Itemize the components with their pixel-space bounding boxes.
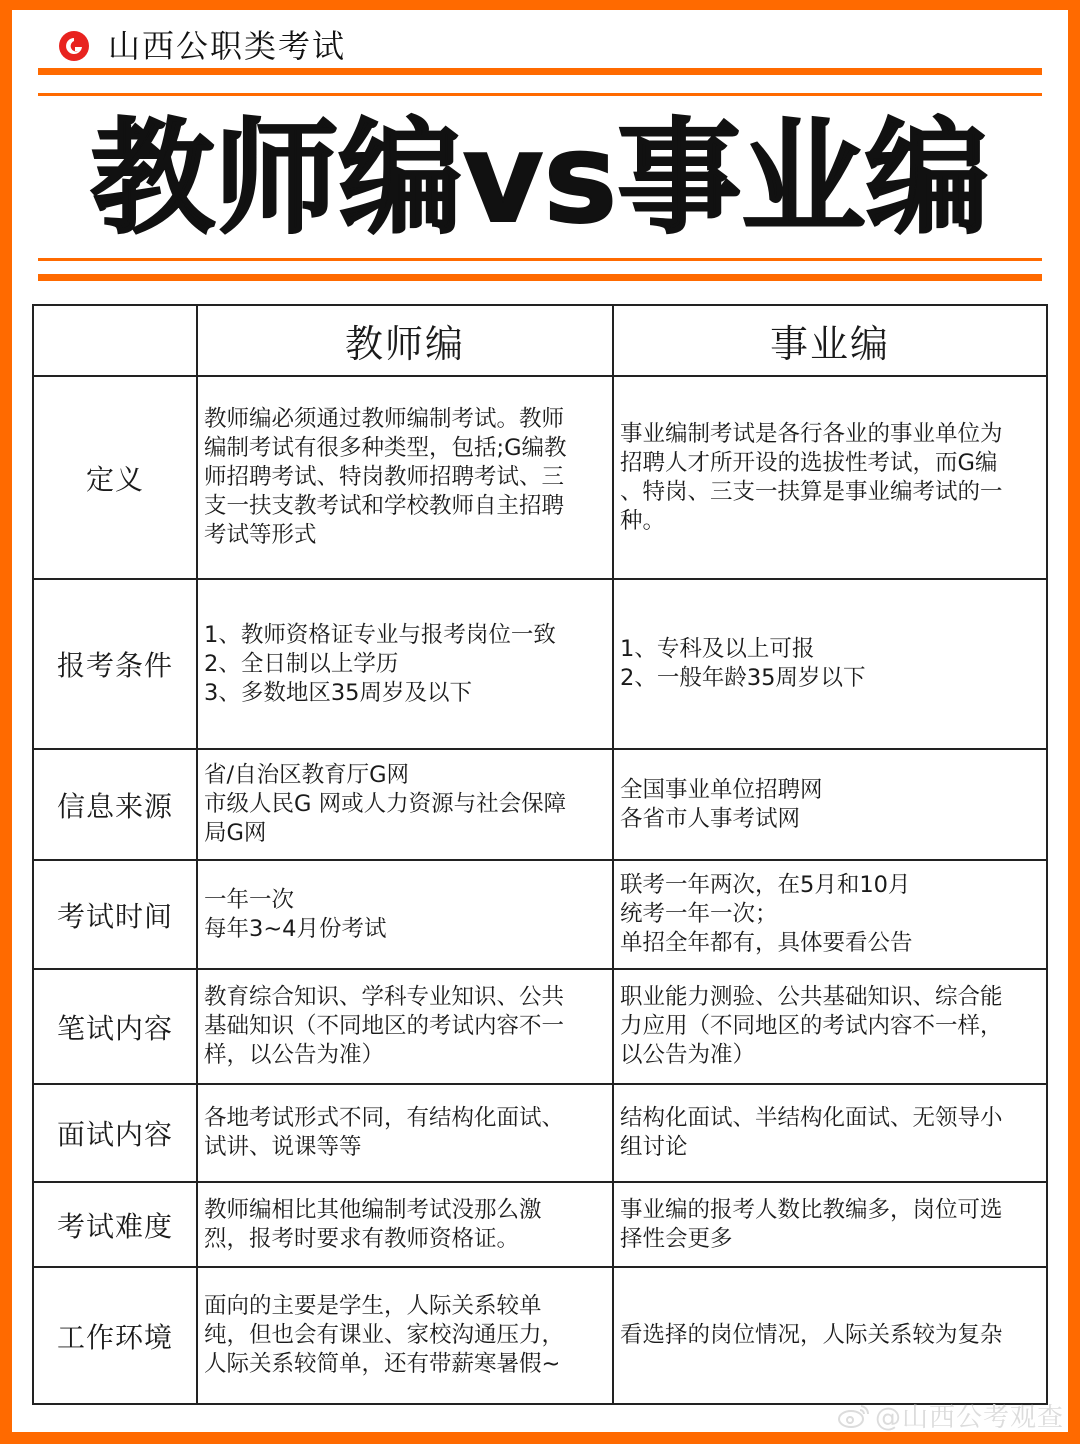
institution-cell: 全国事业单位招聘网 各省市人事考试网 (613, 749, 1047, 860)
institution-cell: 联考一年两次，在5月和10月 统考一年一次； 单招全年都有，具体要看公告 (613, 860, 1047, 969)
watermark-text: @山西公考观查 (874, 1403, 1064, 1433)
comparison-table (32, 304, 1048, 1405)
table-row (33, 1267, 1047, 1404)
teacher-cell: 面向的主要是学生，人际关系较单 纯，但也会有课业、家校沟通压力， 人际关系较简单，还有带薪寒暑假~ (197, 1267, 613, 1404)
column-header-teacher: 教师编 (197, 305, 613, 376)
teacher-cell: 一年一次 每年3~4月份考试 (197, 860, 613, 969)
teacher-cell: 教师编必须通过教师编制考试。教师 编制考试有很多种类型，包括;G编教 师招聘考试、特岗教师招聘考试、三 支一扶支教考试和学校教师自主招聘 考试等形式 (197, 376, 613, 579)
institution-cell: 1、专科及以上可报 2、一般年龄35周岁以下 (613, 579, 1047, 749)
table-header-row (33, 305, 1047, 376)
teacher-cell: 教师编相比其他编制考试没那么激 烈，报考时要求有教师资格证。 (197, 1182, 613, 1267)
row-label: 考试时间 (33, 860, 197, 969)
institution-cell: 职业能力测验、公共基础知识、综合能 力应用（不同地区的考试内容不一样， 以公告为准） (613, 969, 1047, 1084)
institution-cell: 事业编制考试是各行各业的事业单位为 招聘人才所开设的选拔性考试，而G编 、特岗、三支一扶算是事业编考试的一 种。 (613, 376, 1047, 579)
table-corner-cell (33, 305, 197, 376)
row-label: 面试内容 (33, 1084, 197, 1182)
brand-header (58, 26, 346, 66)
weibo-icon (837, 1402, 871, 1430)
bottom-divider-thick (38, 274, 1042, 281)
column-header-institution: 事业编 (613, 305, 1047, 376)
table-row (33, 860, 1047, 969)
teacher-cell: 1、教师资格证专业与报考岗位一致 2、全日制以上学历 3、多数地区35周岁及以下 (197, 579, 613, 749)
row-label: 笔试内容 (33, 969, 197, 1084)
table-row (33, 749, 1047, 860)
teacher-cell: 教育综合知识、学科专业知识、公共 基础知识（不同地区的考试内容不一 样，以公告为准） (197, 969, 613, 1084)
brand-name: 山西公职类考试 (108, 27, 347, 65)
table-row (33, 1084, 1047, 1182)
table-row (33, 1182, 1047, 1267)
top-divider-thick (38, 68, 1042, 75)
page-title: 教师编vs事业编 (90, 107, 990, 251)
table-row (33, 579, 1047, 749)
institution-cell: 事业编的报考人数比教编多，岗位可选 择性会更多 (613, 1182, 1047, 1267)
teacher-cell: 省/自治区教育厅G网 市级人民G 网或人力资源与社会保障 局G网 (197, 749, 613, 860)
row-label: 报考条件 (33, 579, 197, 749)
row-label: 定义 (33, 376, 197, 579)
brand-g-logo-icon (58, 30, 90, 62)
row-label: 信息来源 (33, 749, 197, 860)
table-row (33, 376, 1047, 579)
row-label: 考试难度 (33, 1182, 197, 1267)
institution-cell: 结构化面试、半结构化面试、无领导小 组讨论 (613, 1084, 1047, 1182)
table-row (33, 969, 1047, 1084)
top-divider-thin (38, 93, 1042, 96)
bottom-divider-thin (38, 258, 1042, 261)
row-label: 工作环境 (33, 1267, 197, 1404)
institution-cell: 看选择的岗位情况，人际关系较为复杂 (613, 1267, 1047, 1404)
watermark (837, 1397, 1064, 1434)
teacher-cell: 各地考试形式不同，有结构化面试、 试讲、说课等等 (197, 1084, 613, 1182)
